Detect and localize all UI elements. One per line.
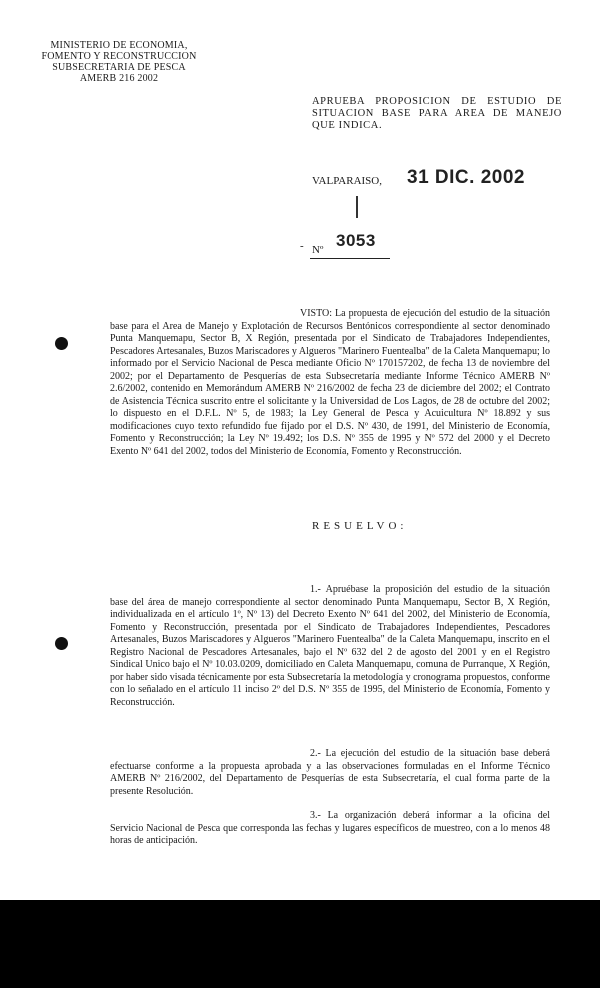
punch-hole [55,337,68,350]
resolution-paragraph-2 [110,748,550,798]
paragraph-lead: 3.- [310,810,321,821]
header-line-ministry: MINISTERIO DE ECONOMIA, [50,40,188,51]
visto-paragraph [110,308,550,458]
tick-mark [356,196,358,218]
paragraph-lead: 2.- [310,748,321,759]
punch-hole [55,637,68,650]
number-dash: - [300,240,304,252]
header-line-subsecretaria: SUBSECRETARIA DE PESCA [52,62,186,73]
resuelvo-heading: RESUELVO: [312,520,408,532]
paragraph-lead: 1.- [310,584,321,595]
paragraph-text: La organización deberá informar a la oficina del Servicio Nacional de Pesca que corresponda las fechas y lugares específicos de muestreo, con a lo menos 48 horas de anticipación. [110,810,550,846]
resolution-paragraph-3 [110,810,550,848]
place-label: VALPARAISO, [312,175,382,187]
date-stamp: 31 DIC. 2002 [407,167,525,188]
header-line-fomento: FOMENTO Y RECONSTRUCCION [41,51,197,62]
visto-lead: VISTO: [300,308,333,319]
header-line-amerb: AMERB 216 2002 [79,73,159,84]
number-stamp: 3053 [336,231,376,250]
scan-bottom-band [0,900,600,988]
paragraph-text: La ejecución del estudio de la situación base deberá efectuarse conforme a la propuesta aprobada y a las observaciones formuladas en el Informe Técnico AMERB Nº 216/2002, del Departamento de Pesquerías de esta Subsecretaría, el cual forma parte de la presente Resolución. [110,748,550,797]
visto-text: La propuesta de ejecución del estudio de la situación base para el Area de Manejo y Explotación de Recursos Bentónicos correspondiente al sector denominado Punta Manquemapu, Sector B, X Región, presentada por el Sindicato de Trabajadores Independientes, Pescadores Artesanales, Buzos Mariscadores y Algueros "Marinero Fuentealba" de la Caleta Manquemapu; lo informado por el Servicio Nacional de Pesca mediante Oficio Nº 170157202, de fecha 13 de noviembre del 2002; por el Departamento de Pesquerías de esta Subsecretaría mediante Informe Técnico AMERB Nº 2.6/2002, contenido en Memorándum AMERB Nº 216/2002 de fecha 23 de diciembre del 2002; el Contrato de Asistencia Técnica suscrito entre el solicitante y la Universidad de Los Lagos, de 28 de octubre del 2002; lo dispuesto en el D.F.L. Nº 5, de 1983; la Ley General de Pesca y Acuicultura Nº 18.892 y sus modificaciones cuyo texto refundido fue fijado por el D.S. Nº 430, de 1991, del Ministerio de Economía, Fomento y Reconstrucción; la Ley Nº 19.492; los D.S. Nº 355 de 1995 y Nº 572 del 2000 y el Decreto Exento Nº 641 del 2002, todos del Ministerio de Economía, Fomento y Reconstrucción. [110,308,550,457]
ministry-header [24,40,214,84]
number-underline [310,258,390,259]
resolution-subject: APRUEBA PROPOSICION DE ESTUDIO DE SITUACION BASE PARA AREA DE MANEJO QUE INDICA. [312,96,562,131]
place-date-line [312,167,525,188]
resolution-paragraph-1 [110,584,550,709]
number-label: Nº [312,244,324,256]
paragraph-text: Apruébase la proposición del estudio de la situación base del área de manejo correspondiente al sector denominado Punta Manquemapu, Sector B, X Región, individualizada en el artículo 1º, Nº 13) del Decreto Exento Nº 641 del 2002, del Ministerio de Economía, Fomento y Reconstrucción, presentada por el Sindicato de Trabajadores Independientes, Pescadores Artesanales, Buzos Mariscadores y Algueros "Marinero Fuentealba" de la Caleta Manquemapu, inscrito en el Registro Nacional de Pescadores Artesanales, bajo el Nº 632 del 2 de agosto del 2001 y en el Registro Sindical Unico bajo el Nº 10.03.0209, domiciliado en Caleta Manquemapu, comuna de Purranque, X Región, por haber sido visada técnicamente por esta Subsecretaría la metodología y cronograma propuestos, conforme con lo señalado en el artículo 11 inciso 2º del D.S. Nº 355 de 1995, del Ministerio de Economía, Fomento y Reconstrucción. [110,584,550,708]
